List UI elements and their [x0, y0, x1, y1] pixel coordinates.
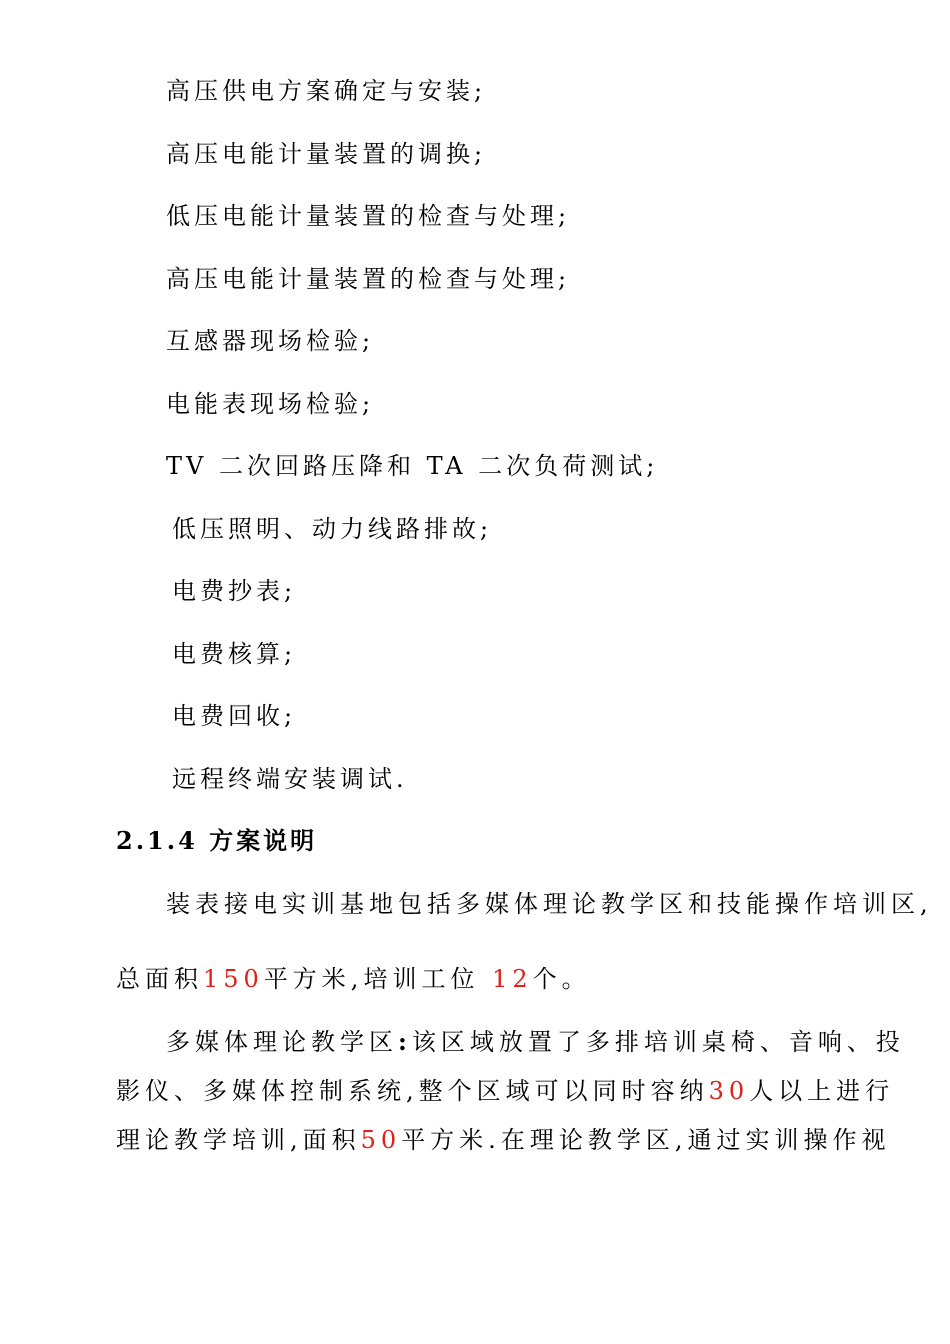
paragraph-text: 影仪、多媒体控制系统,整个区域可以同时容纳 — [116, 1077, 709, 1105]
paragraph-text: 理论教学培训,面积 — [116, 1126, 361, 1154]
list-item: 电能表现场检验; — [166, 390, 375, 418]
paragraph-line — [116, 964, 591, 994]
paragraph-line: 装表接电实训基地包括多媒体理论教学区和技能操作培训区, — [166, 890, 933, 918]
paragraph-line — [166, 1027, 905, 1057]
list-item: 电费核算; — [172, 640, 297, 668]
list-item: 高压电能计量装置的检查与处理; — [166, 265, 571, 293]
section-heading: 2.1.4 方案说明 — [116, 826, 318, 855]
paragraph-line — [116, 1125, 890, 1155]
highlighted-number: 12 — [492, 965, 533, 993]
list-item: 电费抄表; — [172, 577, 297, 605]
paragraph-line — [116, 1076, 894, 1106]
list-item: 低压电能计量装置的检查与处理; — [166, 202, 571, 230]
list-item: 高压供电方案确定与安装; — [166, 77, 487, 105]
paragraph-text: : — [398, 1027, 412, 1056]
paragraph-text: 平方米,培训工位 — [263, 965, 493, 993]
list-item: 低压照明、动力线路排故; — [172, 515, 493, 543]
list-item: 互感器现场检验; — [166, 327, 375, 355]
highlighted-number: 50 — [360, 1126, 402, 1154]
list-item: 远程终端安装调试. — [172, 765, 408, 793]
paragraph-text: 该区域放置了多排培训桌椅、音响、投 — [411, 1028, 905, 1056]
highlighted-number: 30 — [708, 1077, 750, 1105]
list-item: TV 二次回路压降和 TA 二次负荷测试; — [166, 452, 659, 480]
highlighted-number: 150 — [203, 965, 264, 993]
list-item: 高压电能计量装置的调换; — [166, 140, 487, 168]
paragraph-text: 总面积 — [116, 965, 203, 993]
list-item: 电费回收; — [172, 702, 297, 730]
paragraph-text: 平方米.在理论教学区,通过实训操作视 — [401, 1126, 891, 1154]
paragraph-text: 个。 — [532, 965, 591, 993]
paragraph-text: 人以上进行 — [749, 1077, 895, 1105]
paragraph-text: 多媒体理论教学区 — [166, 1028, 398, 1056]
